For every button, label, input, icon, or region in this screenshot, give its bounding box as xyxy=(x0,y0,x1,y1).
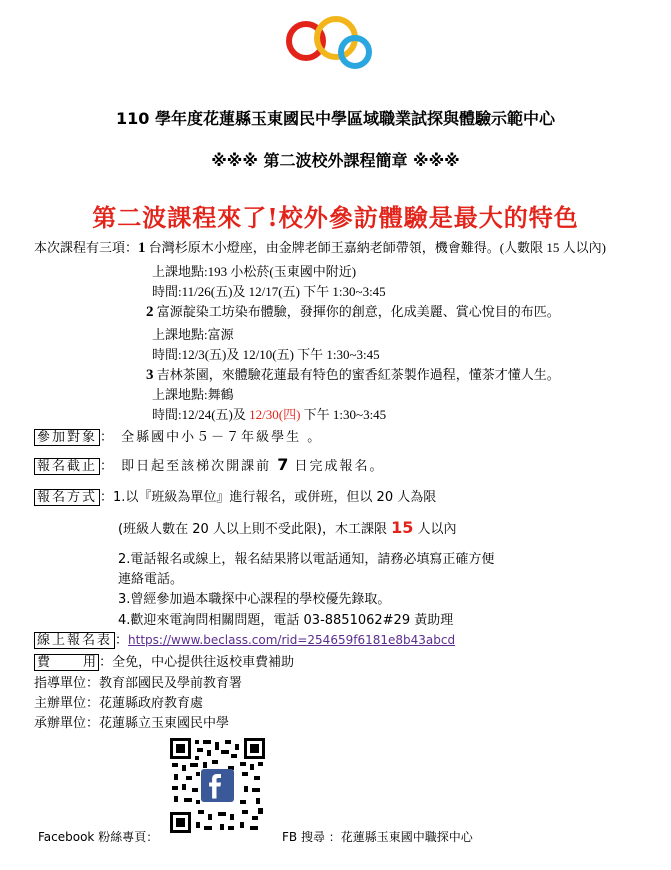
course-number: 1 xyxy=(138,240,146,256)
fee-value: ：全免，中心提供往返校車費補助 xyxy=(99,655,295,670)
course-location: 上課地點:193 小松菸(玉東國中附近) xyxy=(152,264,357,279)
online-form-label: 線上報名表 xyxy=(34,632,115,649)
course-description: 富源靛染工坊染布體驗，發揮你的創意，化成美麗、賞心悅目的布匹。 xyxy=(156,304,560,319)
course-number: 2 xyxy=(146,304,154,320)
facebook-page-label: Facebook 粉絲專頁： xyxy=(38,830,159,844)
method-row xyxy=(34,486,436,505)
method-label: 報名方式 xyxy=(34,489,100,506)
registration-link[interactable]: https://www.beclass.com/rid=254659f6181e8b43abcd xyxy=(128,633,456,647)
facebook-qr-code xyxy=(170,738,265,833)
course-number: 3 xyxy=(146,367,154,383)
course-location: 上課地點:舞鶴 xyxy=(152,387,234,402)
page-title: 110 學年度花蓮縣玉東國民中學區域職業試探與體驗示範中心 xyxy=(116,109,555,128)
method-line: 2.電話報名或線上，報名結果將以電話通知，請務必填寫正確方便 xyxy=(118,552,495,567)
fee-label: 費 用 xyxy=(34,654,99,671)
course-1-line xyxy=(34,239,606,257)
course-description: 吉林茶園，來體驗花蓮最有特色的蜜香紅茶製作過程，懂茶才懂人生。 xyxy=(156,367,560,382)
course-3-line xyxy=(146,366,560,384)
method-line: ：1.以『班級為單位』進行報名，或併班，但以 20 人為限 xyxy=(100,490,437,505)
executor-unit: 承辦單位：花蓮縣立玉東國民中學 xyxy=(34,716,230,731)
fb-search-text: FB 搜尋 ：花蓮縣玉東國中職探中心 xyxy=(282,830,473,844)
course-time: 時間:11/26(五)及 12/17(五) 下午 1:30~3:45 xyxy=(152,284,386,299)
method-line: 3.曾經參加過本職探中心課程的學校優先錄取。 xyxy=(118,592,391,607)
fee-row xyxy=(34,651,294,670)
course-description: 台灣杉原木小燈座，由金牌老師王嘉納老師帶領，機會難得。(人數限 15 人以內) xyxy=(148,240,606,255)
courses-intro: 本次課程有三項： xyxy=(34,240,139,255)
course-time: 時間:12/24(五)及 12/30(四) 下午 1:30~3:45 xyxy=(152,407,387,422)
method-line: 連絡電話。 xyxy=(118,572,184,587)
method-line: (班級人數在 20 人以上則不受此限)，木工課限 15 人以內 xyxy=(118,518,457,537)
headline: 第二波課程來了!校外參訪體驗是最大的特色 xyxy=(92,203,579,232)
participants-value: ： 全縣國中小５－７年級學生 。 xyxy=(100,430,323,445)
highlight-date: 12/30(四) xyxy=(249,407,301,422)
participants-label: 參加對象 xyxy=(34,429,100,446)
deadline-row: 報名截止 ： 即日起至該梯次開課前 7 日完成報名。 xyxy=(34,455,385,474)
course-time: 時間:12/3(五)及 12/10(五) 下午 1:30~3:45 xyxy=(152,347,380,362)
page-subtitle: ※※※ 第二波校外課程簡章 ※※※ xyxy=(211,151,460,170)
deadline-label: 報名截止 xyxy=(34,458,100,475)
course-location: 上課地點:富源 xyxy=(152,327,234,342)
online-form-row: 線上報名表 ：https://www.beclass.com/rid=254659f6181e8b43abcd xyxy=(34,629,455,648)
participants-row xyxy=(34,426,322,445)
course-2-line xyxy=(146,303,560,321)
class-size-limit: 15 xyxy=(391,518,414,537)
supervisor-unit: 指導單位：教育部國民及學前教育署 xyxy=(34,676,243,691)
logo-rings-icon xyxy=(281,14,381,74)
host-unit: 主辦單位：花蓮縣政府教育處 xyxy=(34,696,204,711)
method-line: 4.歡迎來電詢問相關問題，電話 03-8851062#29 黃助理 xyxy=(118,613,454,628)
deadline-days: 7 xyxy=(277,455,289,474)
